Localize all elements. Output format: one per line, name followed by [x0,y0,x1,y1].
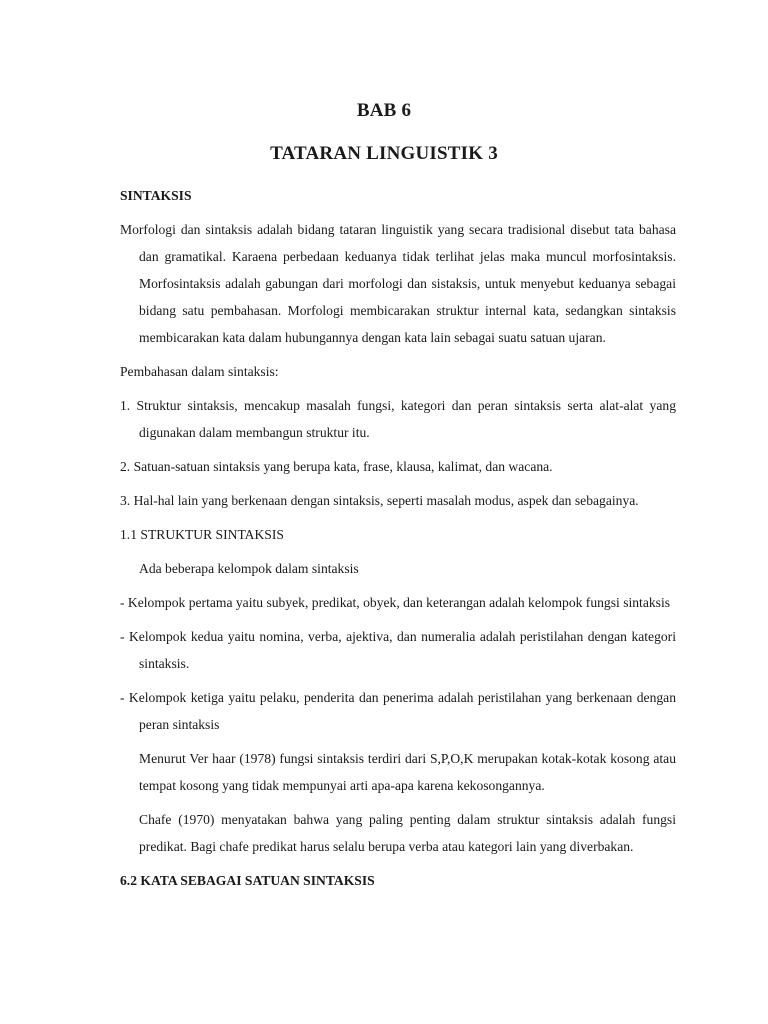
discussion-label: Pembahasan dalam sintaksis: [120,364,279,379]
next-section-heading: 6.2 KATA SEBAGAI SATUAN SINTAKSIS [120,873,375,888]
group-item-2: - Kelompok kedua yaitu nomina, verba, ajektiva, dan numeralia adalah peristilahan dengan kategori sintaksis. [120,629,676,671]
group-item-3: - Kelompok ketiga yaitu pelaku, penderita dan penerima adalah peristilahan yang berkenaan dengan peran sintaksis [120,690,676,732]
numbered-item-2: 2. Satuan-satuan sintaksis yang berupa kata, frase, klausa, kalimat, dan wacana. [120,459,553,474]
group-item-1: - Kelompok pertama yaitu subyek, predikat, obyek, dan keterangan adalah kelompok fungsi sintaksis [120,595,671,610]
chafe-paragraph: Chafe (1970) menyatakan bahwa yang paling penting dalam struktur sintaksis adalah fungsi predikat. Bagi chafe predikat harus selalu berupa verba atau kategori lain yang diverbakan. [139,812,676,854]
numbered-item-1: 1. Struktur sintaksis, mencakup masalah fungsi, kategori dan peran sintaksis serta alat-alat yang digunakan dalam membangun struktur itu. [120,398,676,440]
chapter-title: TATARAN LINGUISTIK 3 [270,143,498,164]
intro-paragraph: Morfologi dan sintaksis adalah bidang tataran linguistik yang secara tradisional disebut tata bahasa dan gramatikal. Karaena perbedaan keduanya tidak terlihat jelas maka muncul morfosintaksis. Morfosintaksis adalah gabungan dari morfologi dan sistaksis, untuk menyebut keduanya sebagai bidang satu pembahasan. Morfologi membicarakan struktur internal kata, sedangkan sintaksis membicarakan kata dalam hubungannya dengan kata lain sebagai suatu satuan ujaran. [120,222,676,345]
document-body [120,182,676,894]
groups-intro: Ada beberapa kelompok dalam sintaksis [139,561,359,576]
subsection-title: 1.1 STRUKTUR SINTAKSIS [120,527,284,542]
numbered-item-3: 3. Hal-hal lain yang berkenaan dengan sintaksis, seperti masalah modus, aspek dan sebagainya. [120,493,639,508]
section-heading-sintaksis: SINTAKSIS [120,188,192,203]
chapter-number: BAB 6 [356,100,412,121]
verhaar-paragraph: Menurut Ver haar (1978) fungsi sintaksis terdiri dari S,P,O,K merupakan kotak-kotak kosong atau tempat kosong yang tidak mempunyai arti apa-apa karena kekosongannya. [139,751,676,793]
